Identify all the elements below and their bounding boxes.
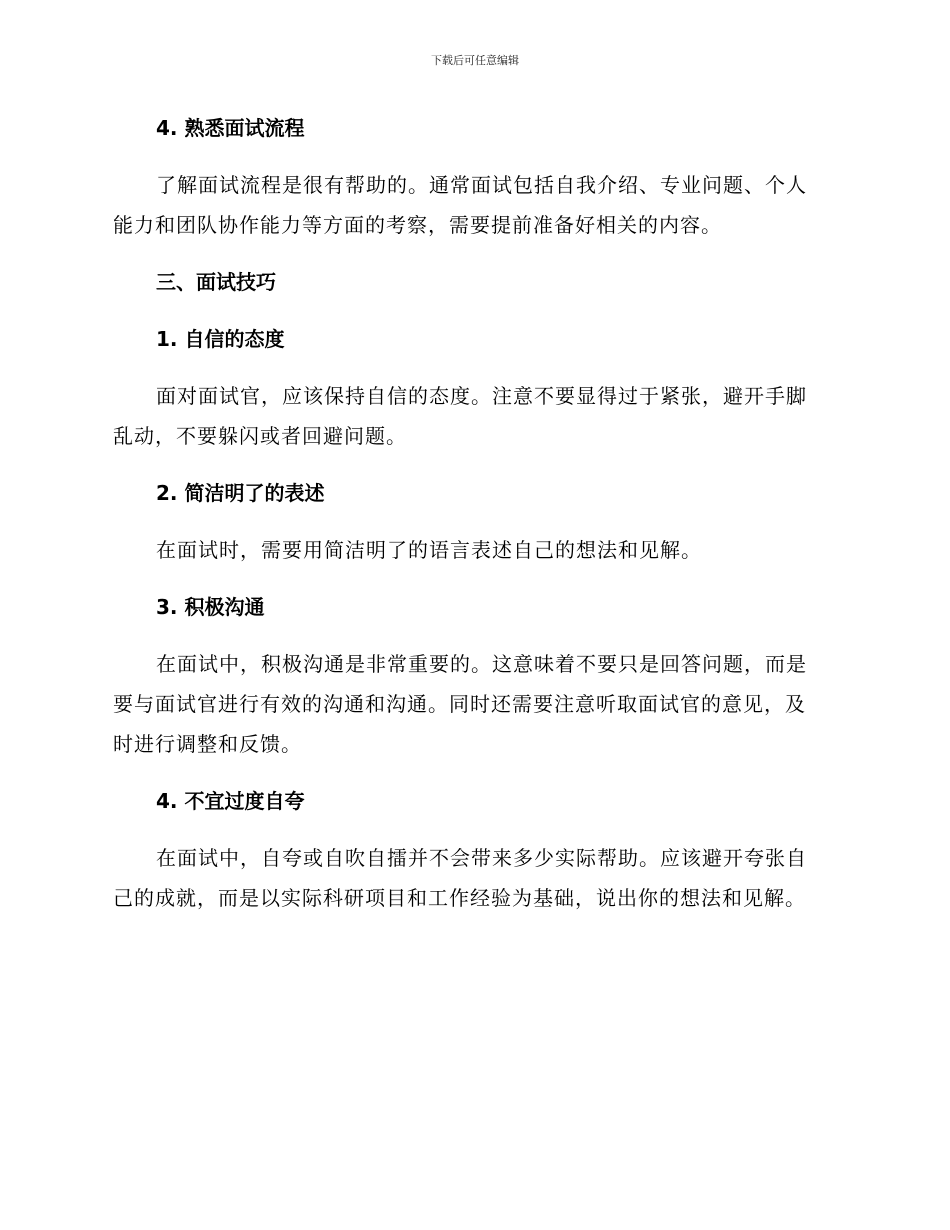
section-heading-concise-expression: 2. 简洁明了的表述 [156, 481, 325, 505]
section-heading-no-bragging: 4. 不宜过度自夸 [156, 789, 305, 813]
section-heading-active-communication: 3. 积极沟通 [156, 595, 265, 619]
paragraph-line: 乱动，不要躲闪或者回避问题。 [113, 424, 407, 448]
paragraph-concise [113, 530, 833, 570]
paragraph-no-bragging [113, 838, 833, 918]
paragraph-communication [113, 644, 833, 764]
paragraph-line: 在面试中，积极沟通是非常重要的。这意味着不要只是回答问题，而是 [156, 652, 807, 676]
paragraph-line: 要与面试官进行有效的沟通和沟通。同时还需要注意听取面试官的意见，及 [113, 692, 806, 716]
page-header: 下载后可任意编辑 [431, 54, 519, 67]
section-heading-confidence: 1. 自信的态度 [156, 327, 285, 351]
document-body [113, 108, 833, 935]
paragraph-line: 了解面试流程是很有帮助的。通常面试包括自我介绍、专业问题、个人 [156, 173, 807, 197]
paragraph-line: 时进行调整和反馈。 [113, 732, 302, 756]
paragraph-line: 在面试时，需要用简洁明了的语言表述自己的想法和见解。 [156, 538, 702, 562]
paragraph-process [113, 165, 833, 245]
paragraph-line: 面对面试官，应该保持自信的态度。注意不要显得过于紧张，避开手脚 [156, 384, 807, 408]
paragraph-line: 在面试中，自夸或自吹自擂并不会带来多少实际帮助。应该避开夸张自 [156, 846, 807, 870]
paragraph-line: 己的成就，而是以实际科研项目和工作经验为基础，说出你的想法和见解。 [113, 886, 806, 910]
section-heading-familiarize-process: 4. 熟悉面试流程 [156, 116, 305, 140]
paragraph-line: 能力和团队协作能力等方面的考察，需要提前准备好相关的内容。 [113, 213, 722, 237]
paragraph-confidence [113, 376, 833, 456]
chapter-heading-interview-skills: 三、面试技巧 [156, 270, 276, 294]
